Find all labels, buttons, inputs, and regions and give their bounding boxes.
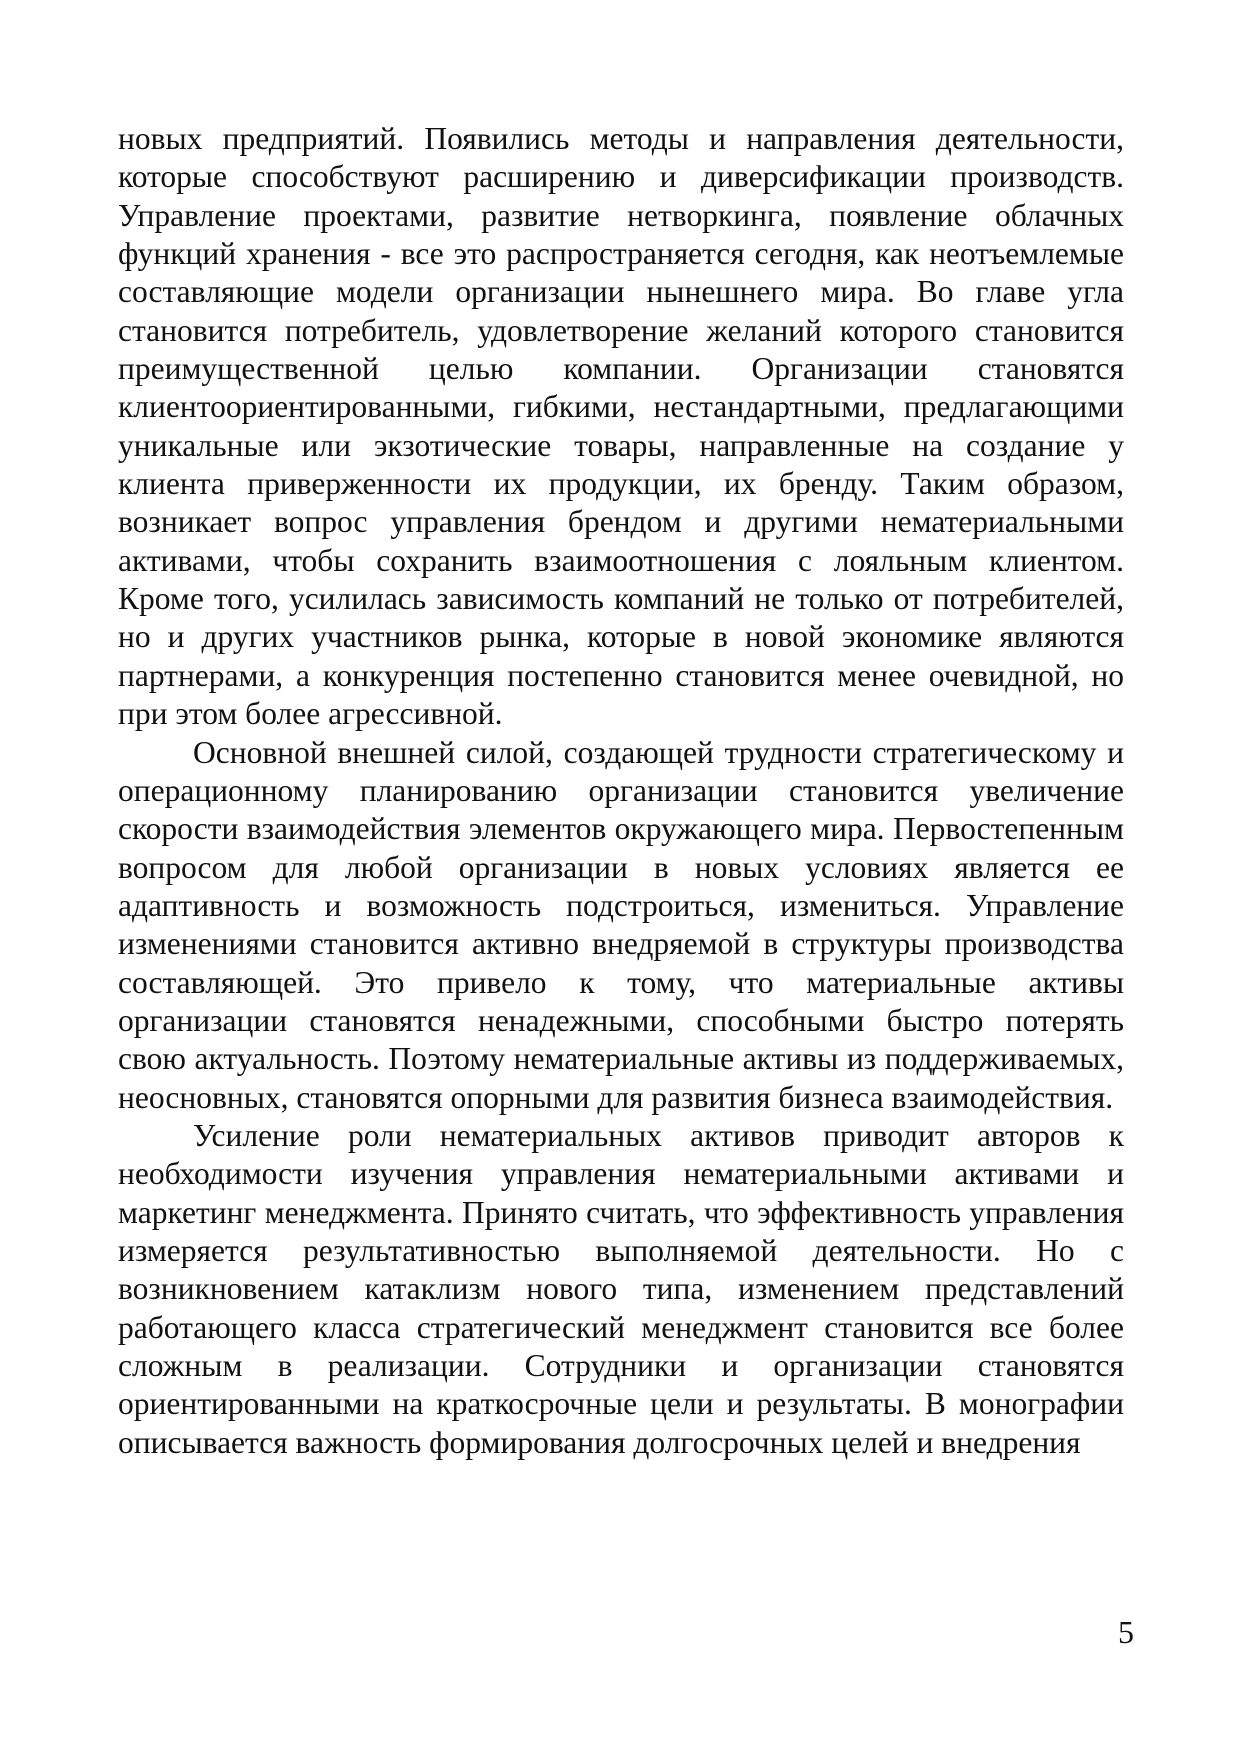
page-number: 5 (1118, 1614, 1134, 1650)
paragraph-1: новых предприятий. Появились методы и направления деятельности, которые способствуют расширению и диверсификации производств. Управление проектами, развитие нетворкинга, появление облачных функций хранения - все это распространяется сегодня, как неотъемлемые составляющие модели организации нынешнего мира. Во главе угла становится потребитель, удовлетворение желаний которого становится преимущественной целью компании. Организации становятся клиентоориентированными, гибкими, нестандартными, предлагающими уникальные или экзотические товары, направленные на создание у клиента приверженности их продукции, их бренду. Таким образом, возникает вопрос управления брендом и другими нематериальными активами, чтобы сохранить взаимоотношения с лояльным клиентом. Кроме того, усилилась зависимость компаний не только от потребителей, но и других участников рынка, которые в новой экономике являются партнерами, а конкуренция постепенно становится менее очевидной, но при этом более агрессивной. (118, 121, 1124, 732)
paragraph-2: Основной внешней силой, создающей трудности стратегическому и операционному планированию организации становится увеличение скорости взаимодействия элементов окружающего мира. Первостепенным вопросом для любой организации в новых условиях является ее адаптивность и возможность подстроиться, измениться. Управление изменениями становится активно внедряемой в структуры производства составляющей. Это привело к тому, что материальные активы организации становятся ненадежными, способными быстро потерять свою актуальность. Поэтому нематериальные активы из поддерживаемых, неосновных, становятся опорными для развития бизнеса взаимодействия. (118, 734, 1124, 1115)
paragraph-3: Усиление роли нематериальных активов приводит авторов к необходимости изучения управления нематериальными активами и маркетинг менеджмента. Принято считать, что эффективность управления измеряется результативностью выполняемой деятельности. Но с возникновением катаклизм нового типа, изменением представлений работающего класса стратегический менеджмент становится все более сложным в реализации. Сотрудники и организации становятся ориентированными на краткосрочные цели и результаты. В монографии описывается важность формирования долгосрочных целей и внедрения (118, 1117, 1124, 1460)
body-text (118, 120, 1124, 1462)
